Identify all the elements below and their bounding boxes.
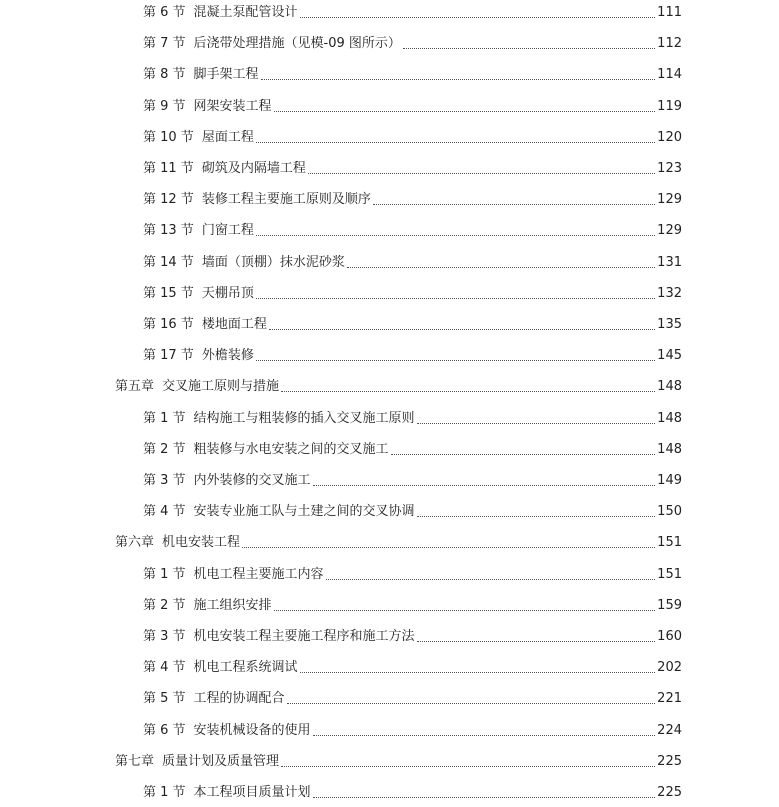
toc-entry-page-number: 131 <box>657 254 682 270</box>
toc-entry-number: 第 15 节 <box>143 285 194 301</box>
toc-entry-title: 外檐装修 <box>201 348 254 364</box>
toc-entry-section[interactable] <box>143 781 682 801</box>
toc-entry-page-number: 149 <box>657 473 682 488</box>
toc-entry-title: 砌筑及内隔墙工程 <box>201 161 306 176</box>
dot-leader <box>391 453 656 455</box>
toc-entry-title: 墙面（顶棚）抹水泥砂浆 <box>201 254 345 270</box>
toc-entry-number: 第 5 节 <box>143 691 186 707</box>
toc-entry-section[interactable] <box>143 563 682 583</box>
toc-entry-title: 装修工程主要施工原则及顺序 <box>201 192 371 208</box>
dot-leader <box>256 297 655 299</box>
toc-entry-section[interactable] <box>143 625 682 645</box>
toc-entry-title: 机电工程主要施工内容 <box>193 566 324 582</box>
toc-entry-number: 第七章 <box>115 753 155 769</box>
dot-leader <box>417 422 656 424</box>
toc-entry-section[interactable] <box>143 188 682 208</box>
toc-entry-title: 安装机械设备的使用 <box>193 722 311 738</box>
toc-entry-number: 第 13 节 <box>143 223 194 239</box>
toc-entry-section[interactable] <box>143 95 682 115</box>
toc-entry-title: 机电工程系统调试 <box>193 660 298 676</box>
toc-entry-number: 第 6 节 <box>143 5 186 20</box>
toc-entry-section[interactable] <box>143 126 682 146</box>
toc-entry-number: 第 4 节 <box>143 660 186 676</box>
toc-entry-page-number: 159 <box>657 597 682 613</box>
toc-entry-title: 质量计划及质量管理 <box>162 753 280 769</box>
dot-leader <box>300 16 656 18</box>
toc-entry-page-number: 224 <box>657 722 682 738</box>
toc-entry-title: 施工组织安排 <box>193 597 272 613</box>
toc-entry-title: 粗装修与水电安装之间的交叉施工 <box>193 441 389 457</box>
toc-entry-page-number: 151 <box>657 566 682 582</box>
toc-entry-title: 网架安装工程 <box>193 98 272 114</box>
dot-leader <box>274 110 656 112</box>
dot-leader <box>256 359 655 361</box>
toc-entry-number: 第 17 节 <box>143 348 194 364</box>
toc-entry-page-number: 129 <box>657 223 682 239</box>
dot-leader <box>281 765 655 767</box>
dot-leader <box>403 47 655 49</box>
dot-leader <box>313 796 656 798</box>
toc-entry-title: 工程的协调配合 <box>193 691 285 707</box>
toc-entry-page-number: 114 <box>657 67 682 83</box>
toc-entry-page-number: 120 <box>657 129 682 145</box>
toc-entry-page-number: 145 <box>657 348 682 364</box>
toc-entry-section[interactable] <box>143 63 682 83</box>
toc-entry-chapter[interactable] <box>115 531 682 551</box>
toc-entry-page-number: 148 <box>657 379 682 395</box>
toc-entry-page-number: 123 <box>657 161 682 176</box>
toc-entry-section[interactable] <box>143 687 682 707</box>
toc-entry-section[interactable] <box>143 219 682 239</box>
toc-entry-number: 第 1 节 <box>143 566 186 582</box>
toc-entry-number: 第 10 节 <box>143 129 194 145</box>
toc-entry-page-number: 202 <box>657 660 682 676</box>
toc-entry-section[interactable] <box>143 719 682 739</box>
toc-entry-title: 机电安装工程 <box>162 535 241 551</box>
dot-leader <box>256 234 655 236</box>
toc-entry-number: 第五章 <box>115 379 155 395</box>
toc-entry-page-number: 148 <box>657 441 682 457</box>
dot-leader <box>261 78 656 80</box>
toc-entry-number: 第 12 节 <box>143 192 194 208</box>
dot-leader <box>274 609 656 611</box>
toc-entry-chapter[interactable] <box>115 375 682 395</box>
toc-entry-page-number: 148 <box>657 410 682 426</box>
dot-leader <box>417 640 656 642</box>
toc-entry-section[interactable] <box>143 594 682 614</box>
toc-entry-page-number: 129 <box>657 192 682 208</box>
toc-entry-title: 楼地面工程 <box>201 317 267 332</box>
toc-entry-number: 第 4 节 <box>143 504 186 520</box>
toc-entry-section[interactable] <box>143 407 682 427</box>
toc-entry-number: 第 14 节 <box>143 254 194 270</box>
toc-entry-number: 第 2 节 <box>143 597 186 613</box>
toc-entry-number: 第 3 节 <box>143 629 186 644</box>
dot-leader <box>313 484 656 486</box>
toc-entry-title: 本工程项目质量计划 <box>193 785 311 800</box>
dot-leader <box>347 266 655 268</box>
toc-entry-title: 机电安装工程主要施工程序和施工方法 <box>193 629 415 644</box>
dot-leader <box>326 578 656 580</box>
toc-entry-number: 第 1 节 <box>143 785 186 800</box>
dot-leader <box>256 141 655 143</box>
toc-entry-number: 第 2 节 <box>143 441 186 457</box>
toc-entry-page-number: 132 <box>657 285 682 301</box>
toc-entry-title: 安装专业施工队与土建之间的交叉协调 <box>193 504 415 520</box>
toc-entry-section[interactable] <box>143 157 682 177</box>
toc-entry-title: 屋面工程 <box>201 129 254 145</box>
toc-entry-title: 混凝土泵配管设计 <box>193 5 298 20</box>
toc-entry-page-number: 221 <box>657 691 682 707</box>
dot-leader <box>287 702 656 704</box>
toc-entry-number: 第 16 节 <box>143 317 194 332</box>
toc-entry-page-number: 225 <box>657 785 682 800</box>
toc-entry-number: 第 6 节 <box>143 722 186 738</box>
toc-entry-section[interactable] <box>143 32 682 52</box>
dot-leader <box>269 328 655 330</box>
toc-entry-section[interactable] <box>143 1 682 21</box>
toc-entry-page-number: 160 <box>657 629 682 644</box>
dot-leader <box>300 671 656 673</box>
dot-leader <box>373 203 655 205</box>
toc-entry-section[interactable] <box>143 469 682 489</box>
toc-entry-section[interactable] <box>143 438 682 458</box>
toc-entry-title: 内外装修的交叉施工 <box>193 473 311 488</box>
dot-leader <box>242 546 655 548</box>
toc-entry-title: 脚手架工程 <box>193 67 259 83</box>
toc-entry-page-number: 151 <box>657 535 682 551</box>
toc-entry-page-number: 112 <box>657 36 682 52</box>
dot-leader <box>308 172 655 174</box>
toc-entry-chapter[interactable] <box>115 750 682 770</box>
toc-entry-page-number: 111 <box>657 5 682 20</box>
toc-entry-title: 门窗工程 <box>201 223 254 239</box>
toc-entry-number: 第 1 节 <box>143 410 186 426</box>
toc-entry-number: 第六章 <box>115 535 155 551</box>
toc-entry-page-number: 225 <box>657 753 682 769</box>
toc-entry-number: 第 3 节 <box>143 473 186 488</box>
toc-entry-section[interactable] <box>143 313 682 333</box>
toc-entry-section[interactable] <box>143 251 682 271</box>
toc-entry-number: 第 11 节 <box>143 161 194 176</box>
toc-entry-number: 第 9 节 <box>143 98 186 114</box>
toc-entry-title: 结构施工与粗装修的插入交叉施工原则 <box>193 410 415 426</box>
toc-entry-page-number: 119 <box>657 98 682 114</box>
toc-entry-section[interactable] <box>143 344 682 364</box>
toc-entry-number: 第 8 节 <box>143 67 186 83</box>
toc-entry-section[interactable] <box>143 500 682 520</box>
toc-entry-page-number: 150 <box>657 504 682 520</box>
toc-entry-section[interactable] <box>143 656 682 676</box>
toc-entry-section[interactable] <box>143 282 682 302</box>
dot-leader <box>313 734 656 736</box>
toc-entry-page-number: 135 <box>657 317 682 332</box>
toc-entry-title: 后浇带处理措施（见模-09 图所示） <box>193 36 401 52</box>
toc-entry-number: 第 7 节 <box>143 36 186 52</box>
toc-entry-title: 交叉施工原则与措施 <box>162 379 280 395</box>
toc-entry-title: 天棚吊顶 <box>201 285 254 301</box>
dot-leader <box>281 390 655 392</box>
dot-leader <box>417 515 656 517</box>
